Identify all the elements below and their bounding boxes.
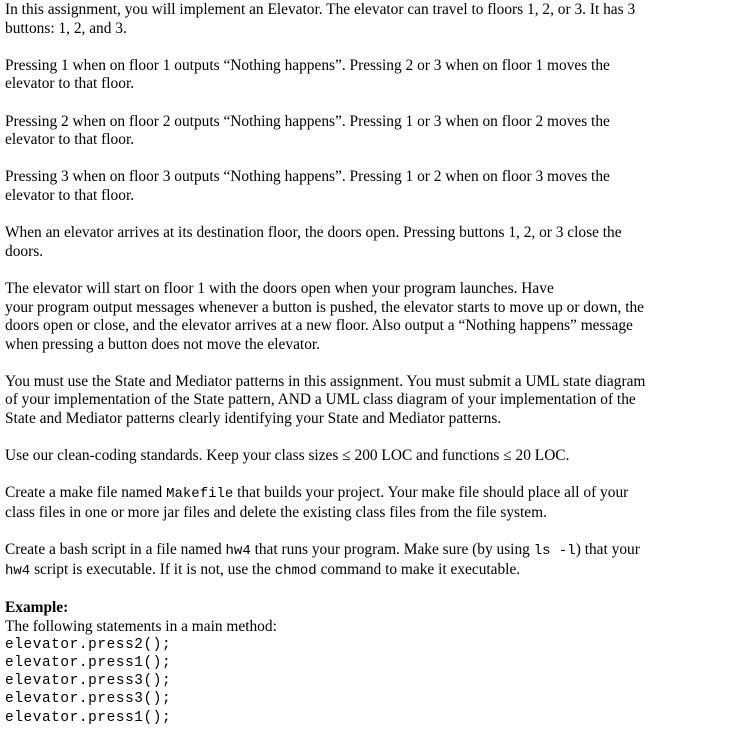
text-line: Pressing 1 when on floor 1 outputs “Nothing happens”. Pressing 2 or 3 when on floor 1 moves the — [5, 56, 610, 74]
example-intro: The following statements in a main method: — [5, 617, 277, 635]
text-line: your program output messages whenever a button is pushed, the elevator starts to move up or down, the — [5, 298, 644, 316]
text-segment: that runs your program. Make sure (by using — [250, 541, 534, 559]
code-line: elevator.press1(); — [5, 709, 172, 726]
doors-paragraph — [5, 224, 720, 261]
text-segment: script is executable. If it is not, use the — [30, 560, 275, 578]
text-line: elevator to that floor. — [5, 75, 135, 93]
patterns-paragraph — [5, 373, 720, 429]
text-line: Pressing 2 when on floor 2 outputs “Nothing happens”. Pressing 1 or 3 when on floor 2 moves the — [5, 112, 610, 130]
chmod-command-code: chmod — [274, 562, 317, 579]
text-segment: that builds your project. Your make file should place all of your — [233, 484, 629, 502]
example-code-block — [5, 636, 720, 726]
text-line: buttons: 1, 2, and 3. — [5, 19, 127, 37]
text-line: When an elevator arrives at its destination floor, the doors open. Pressing buttons 1, 2, or 3 close the — [5, 224, 622, 242]
text-segment: command to make it executable. — [316, 560, 521, 578]
code-line: elevator.press2(); — [5, 637, 172, 654]
text-line — [5, 484, 720, 504]
intro-paragraph — [5, 1, 720, 38]
text-line: Use our clean-coding standards. Keep your class sizes ≤ 200 LOC and functions ≤ 20 LOC. — [5, 447, 570, 465]
text-line: class files in one or more jar files and delete the existing class files from the file system. — [5, 504, 547, 522]
text-line: doors open or close, and the elevator arrives at a new floor. Also output a “Nothing happens” message — [5, 317, 633, 335]
text-line — [5, 541, 720, 561]
output-messages-paragraph — [5, 280, 720, 354]
text-segment: Create a bash script in a file named — [5, 541, 226, 559]
clean-coding-paragraph — [5, 447, 720, 466]
text-line: You must use the State and Mediator patterns in this assignment. You must submit a UML state diagram — [5, 372, 646, 390]
makefile-code: Makefile — [166, 486, 234, 503]
text-line: The elevator will start on floor 1 with the doors open when your program launches. Have — [5, 279, 554, 297]
assignment-document — [5, 1, 720, 727]
text-line: State and Mediator patterns clearly identifying your State and Mediator patterns. — [5, 410, 502, 428]
text-line: of your implementation of the State pattern, AND a UML class diagram of your implementation of the — [5, 391, 636, 409]
text-segment: ) that your — [575, 541, 640, 559]
code-line: elevator.press1(); — [5, 655, 172, 672]
example-heading: Example: — [5, 599, 69, 616]
text-line: elevator to that floor. — [5, 186, 135, 204]
floor-3-paragraph — [5, 168, 720, 205]
code-line: elevator.press3(); — [5, 691, 172, 708]
text-line: doors. — [5, 242, 44, 260]
ls-command-code: ls -l — [533, 543, 576, 560]
text-segment: Create a make file named — [5, 484, 167, 502]
floor-2-paragraph — [5, 113, 720, 150]
bash-script-paragraph — [5, 541, 720, 580]
makefile-paragraph — [5, 484, 720, 522]
code-line: elevator.press3(); — [5, 673, 172, 690]
text-line: elevator to that floor. — [5, 131, 135, 149]
text-line: In this assignment, you will implement an Elevator. The elevator can travel to floors 1, 2, or 3. It has 3 — [5, 1, 636, 18]
text-line: when pressing a button does not move the elevator. — [5, 335, 321, 353]
example-section — [5, 599, 720, 727]
hw4-code: hw4 — [5, 562, 31, 579]
hw4-code: hw4 — [225, 543, 251, 560]
floor-1-paragraph — [5, 57, 720, 94]
text-line: Pressing 3 when on floor 3 outputs “Nothing happens”. Pressing 1 or 2 when on floor 3 moves the — [5, 168, 610, 186]
text-line — [5, 561, 720, 581]
